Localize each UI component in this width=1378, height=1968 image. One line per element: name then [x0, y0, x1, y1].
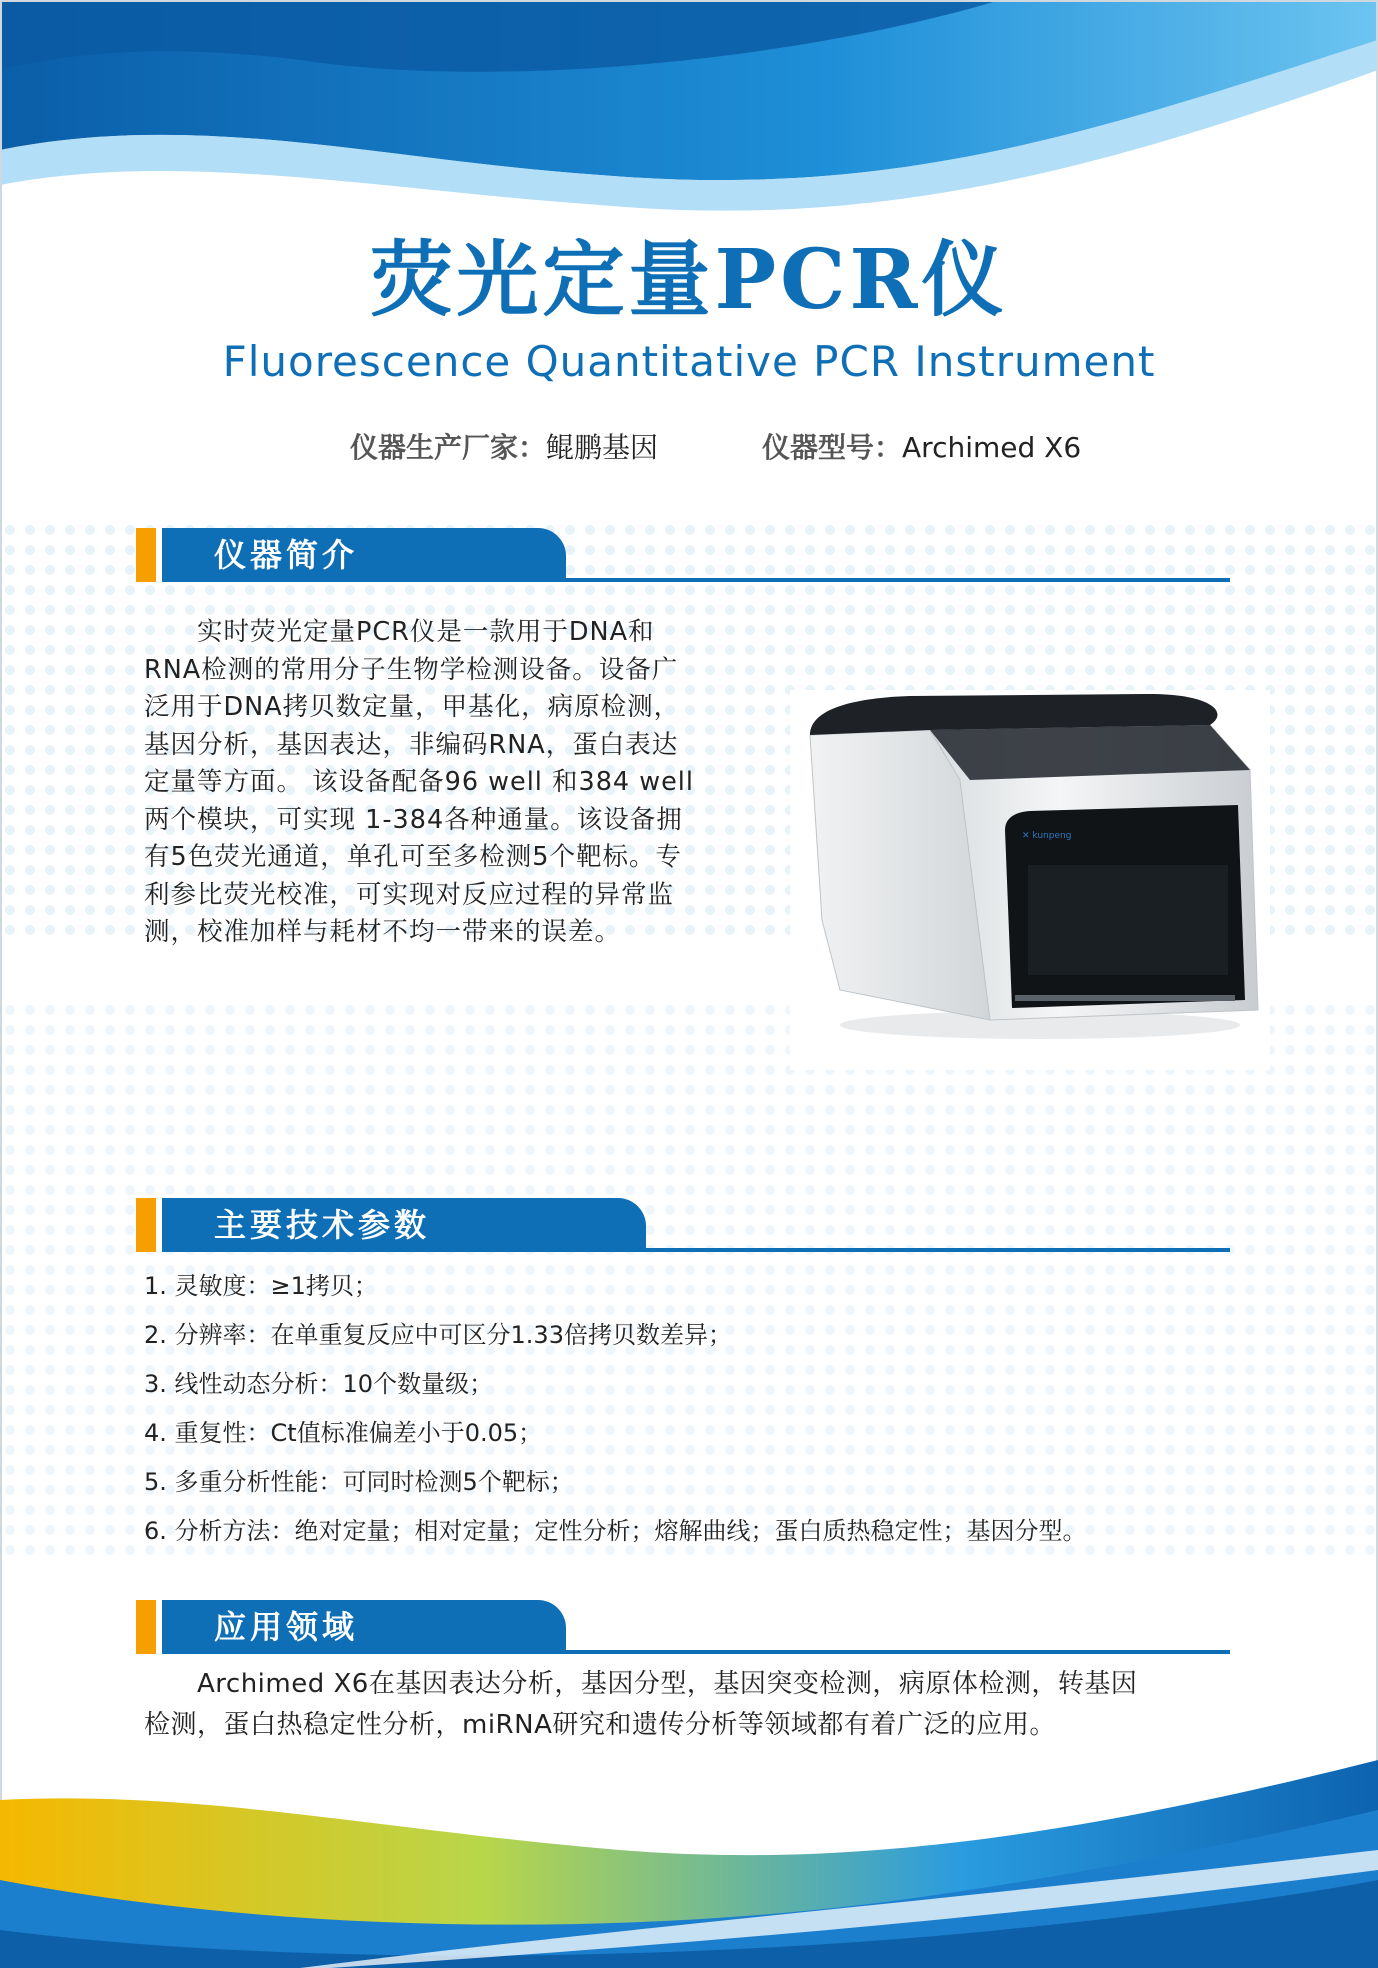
intro-line: 两个模块，可实现 1-384各种通量。该设备拥 — [144, 804, 683, 835]
page-subtitle: Fluorescence Quantitative PCR Instrument — [222, 337, 1156, 386]
intro-line: 有5色荧光通道，单孔可至多检测5个靶标。专 — [144, 842, 682, 872]
section-tab — [162, 1198, 646, 1252]
model-label: 仪器型号： — [762, 431, 903, 464]
section-heading: 应用领域 — [214, 1608, 359, 1646]
list-item: 1. 灵敏度：≥1拷贝； — [144, 1272, 378, 1300]
intro-line: 泛用于DNA拷贝数定量，甲基化，病原检测， — [144, 692, 681, 722]
list-item: 4. 重复性：Ct值标准偏差小于0.05； — [144, 1419, 543, 1447]
manufacturer-value: 鲲鹏基因 — [546, 431, 659, 464]
intro-line: 利参比荧光校准，可实现对反应过程的异常监 — [144, 879, 675, 910]
intro-line: 实时荧光定量PCR仪是一款用于DNA和 — [144, 617, 655, 647]
section-accent — [136, 1600, 156, 1654]
section-rule — [162, 1650, 1230, 1654]
manufacturer — [350, 428, 658, 468]
intro-line: 基因分析，基因表达，非编码RNA，蛋白表达 — [144, 729, 679, 760]
list-item: 3. 线性动态分析：10个数量级； — [144, 1370, 494, 1398]
section-header-intro — [136, 528, 1230, 582]
intro-text — [144, 614, 744, 952]
page-title: 荧光定量PCR仪 — [370, 232, 1008, 328]
pcr-instrument-image — [790, 690, 1270, 1070]
list-item: 2. 分辨率：在单重复反应中可区分1.33倍拷贝数差异； — [144, 1321, 732, 1349]
svg-text:✕ kunpeng: ✕ kunpeng — [1022, 831, 1072, 841]
application-text — [144, 1664, 1230, 1746]
list-item: 6. 分析方法：绝对定量；相对定量；定性分析；熔解曲线；蛋白质热稳定性；基因分型。 — [144, 1517, 1087, 1545]
model-value: Archimed X6 — [902, 431, 1082, 464]
intro-line: RNA检测的常用分子生物学检测设备。设备广 — [144, 654, 679, 685]
section-accent — [136, 528, 156, 582]
section-tab — [162, 528, 566, 582]
section-tab — [162, 1600, 566, 1654]
intro-line: 定量等方面。 该设备配备96 well 和384 well — [144, 767, 694, 797]
section-header-params — [136, 1198, 1230, 1252]
list-item: 5. 多重分析性能：可同时检测5个靶标； — [144, 1468, 574, 1496]
intro-line: 测，校准加样与耗材不均一带来的误差。 — [144, 917, 622, 947]
section-rule — [162, 578, 1230, 582]
section-accent — [136, 1198, 156, 1252]
application-line: Archimed X6在基因表达分析，基因分型，基因突变检测，病原体检测，转基因 — [144, 1669, 1138, 1699]
application-line: 检测，蛋白热稳定性分析，miRNA研究和遗传分析等领域都有着广泛的应用。 — [144, 1710, 1056, 1740]
section-header-application — [136, 1600, 1230, 1654]
model — [762, 428, 1081, 468]
section-heading: 主要技术参数 — [214, 1206, 431, 1244]
section-rule — [162, 1248, 1230, 1252]
manufacturer-label: 仪器生产厂家： — [350, 431, 547, 464]
section-heading: 仪器简介 — [214, 536, 359, 574]
params-list — [144, 1262, 1244, 1556]
